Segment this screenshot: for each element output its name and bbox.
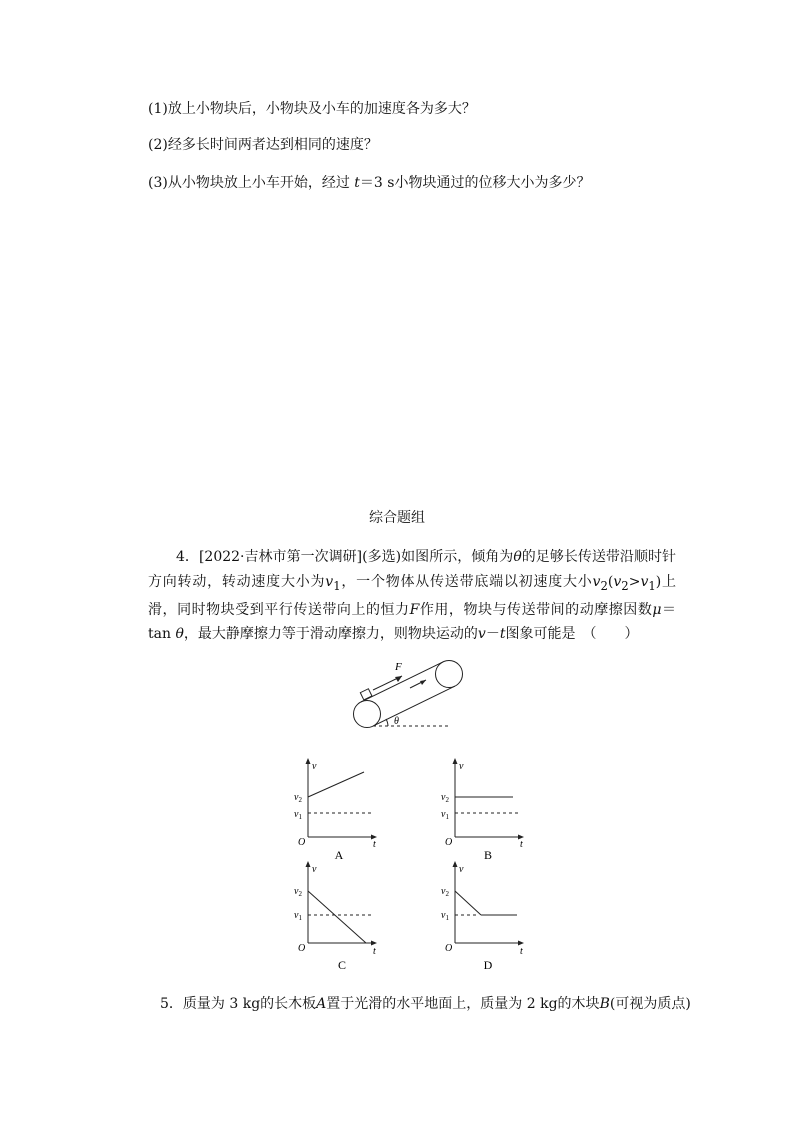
v2-label: $v_2$ [441,886,449,898]
graph-c [290,860,390,975]
conveyor-belt-figure [340,652,480,732]
graph-d [437,860,537,975]
v-axis-label: v [312,864,317,875]
q3-part-2: (2)经多长时间两者达到相同的速度？ [148,137,378,153]
v1-label: $v_1$ [441,910,449,922]
t-axis-arrow [518,941,524,946]
t-axis-label: t [373,839,376,850]
v-t-line-falling [455,891,481,915]
v-t-line [308,891,366,943]
option-d-label: D [483,958,493,972]
option-a-label: A [334,848,344,862]
q3-part-1: (1)放上小物块后，小物块及小车的加速度各为多大？ [148,101,476,117]
t-axis-arrow [371,941,377,946]
v-t-line [308,772,364,797]
belt-bottom [373,686,455,726]
belt-direction-arrowhead [420,680,426,685]
t-axis-label: t [373,946,376,957]
option-c-label: C [337,958,347,972]
section-title: 综合题组 [369,510,425,526]
v-axis-arrow [306,758,311,764]
v-axis-label: v [312,761,317,772]
block [360,689,372,700]
v1-label: $v_1$ [441,809,449,821]
t-axis-label: t [520,839,523,850]
force-label: F [395,661,402,673]
v2-label: $v_2$ [294,886,302,898]
v1-label: $v_1$ [294,809,302,821]
q3-part-3: (3)从小物块放上小车开始，经过 t＝3 s小物块通过的位移大小为多少？ [148,175,591,191]
upper-pulley [436,661,463,688]
origin-label: O [445,837,453,848]
v-axis-label: v [459,864,464,875]
angle-arc [386,719,388,726]
option-b-label: B [483,848,493,862]
v1-label: $v_1$ [294,910,302,922]
graph-b [437,757,537,862]
v2-label: $v_2$ [294,792,302,804]
v2-label: $v_2$ [441,792,449,804]
v-axis-label: v [459,761,464,772]
v-axis-arrow [453,758,458,764]
t-axis-label: t [520,946,523,957]
origin-label: O [445,943,453,954]
lower-pulley [354,701,381,728]
question-4-text: 4．[2022·吉林市第一次调研](多选)如图所示，倾角为θ的足够长传送带沿顺时针方向转动，转动速度大小为$v_1$，一个物体从传送带底端以初速度大小$v_2(v_2>v_1)$上滑，同时物块受到平行传送带向上的恒力F作用，物块与传送带间的动摩擦因数μ＝tan θ，最大静摩擦力等于滑动摩擦力，则物块运动的v－t图象可能是 （ ） [148,549,677,643]
graph-a [290,757,390,862]
origin-label: O [298,837,306,848]
origin-label: O [298,943,306,954]
angle-label: θ [394,716,399,727]
belt-top [361,662,443,702]
v-axis-arrow [453,861,458,867]
question-5-text: 5．质量为 3 kg的长木板A置于光滑的水平地面上，质量为 2 kg的木块B(可视为质点) [160,996,691,1012]
v-axis-arrow [306,861,311,867]
